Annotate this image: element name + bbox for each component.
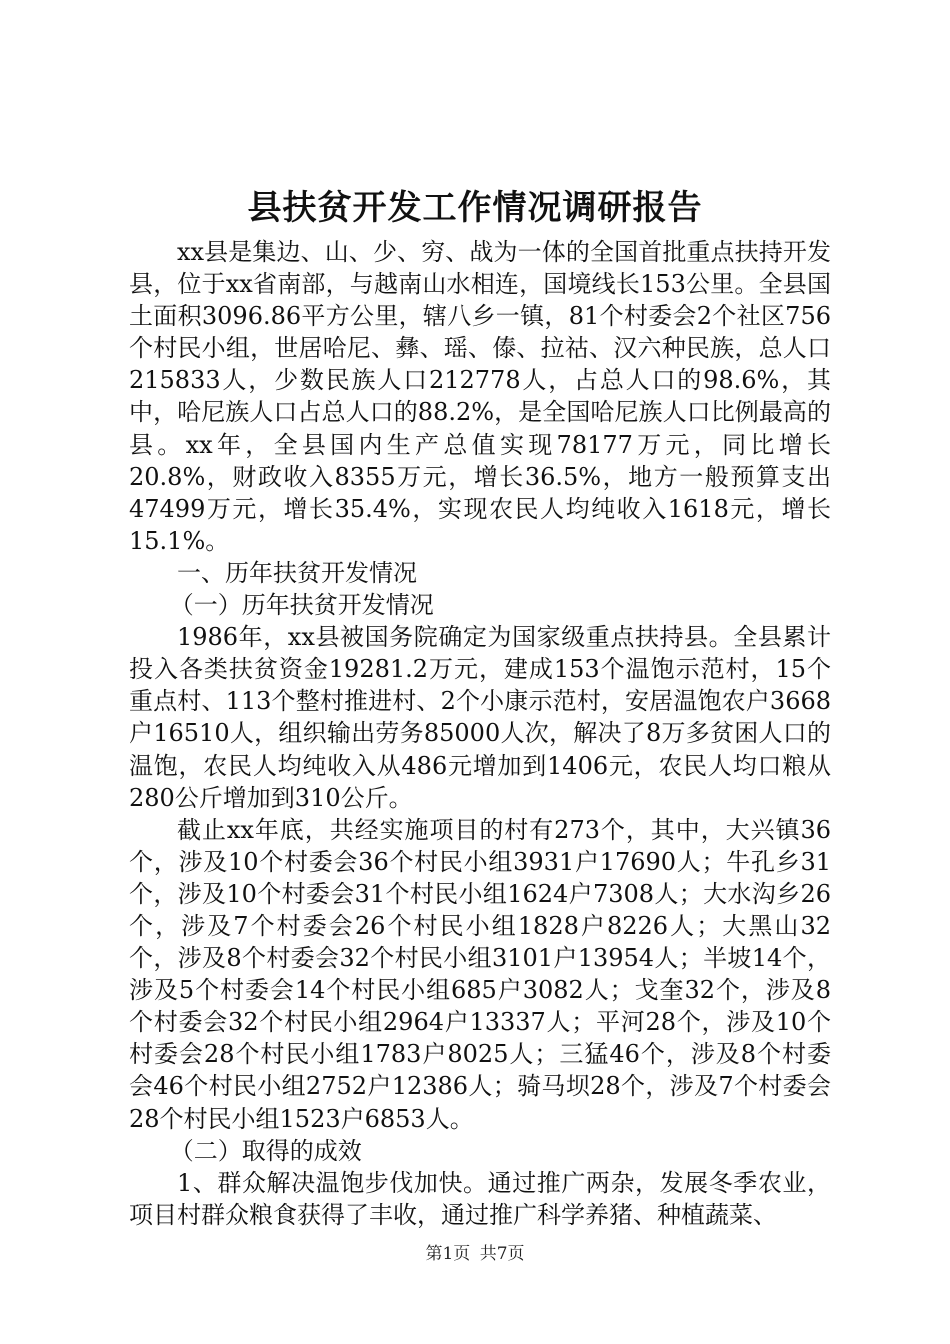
page-footer: [0, 1242, 950, 1266]
document-body: [129, 236, 831, 1231]
section-heading-1: 一、历年扶贫开发情况: [177, 558, 417, 587]
subsection-heading-2: （二）取得的成效: [169, 1136, 362, 1165]
results-paragraph: 1、群众解决温饱步伐加快。通过推广两杂，发展冬季农业，项目村群众粮食获得了丰收，通过推广科学养猪、种植蔬菜、: [129, 1168, 831, 1229]
villages-paragraph: 截止xx年底，共经实施项目的村有273个，其中，大兴镇36个，涉及10个村委会36个村民小组3931户17690人；牛孔乡31个，涉及10个村委会31个村民小组1624户7308人；大水沟乡26个，涉及7个村委会26个村民小组1828户8226人；大黑山32个，涉及8个村委会32个村民小组3101户13954人；半坡14个，涉及5个村委会14个村民小组685户3082人；戈奎32个，涉及8个村委会32个村民小组2964户13337人；平河28个，涉及10个村委会28个村民小组1783户8025人；三猛46个，涉及8个村委会46个村民小组2752户12386人；骑马坝28个，涉及7个村委会28个村民小组1523户6853人。: [129, 815, 831, 1133]
history-paragraph: 1986年，xx县被国务院确定为国家级重点扶持县。全县累计投入各类扶贫资金19281.2万元，建成153个温饱示范村，15个重点村、113个整村推进村、2个小康示范村，安居温饱农户3668户16510人，组织输出劳务85000人次，解决了8万多贫困人口的温饱，农民人均纯收入从486元增加到1406元，农民人均口粮从280公斤增加到310公斤。: [129, 623, 831, 812]
page-number: 第1页: [425, 1244, 471, 1264]
document-title: 县扶贫开发工作情况调研报告: [247, 188, 703, 228]
intro-paragraph: xx县是集边、山、少、穷、战为一体的全国首批重点扶持开发县，位于xx省南部，与越南山水相连，国境线长153公里。全县国土面积3096.86平方公里，辖八乡一镇，81个村委会2个社区756个村民小组，世居哈尼、彝、瑶、傣、拉祜、汉六种民族，总人口215833人，少数民族人口212778人，占总人口的98.6%，其中，哈尼族人口占总人口的88.2%，是全国哈尼族人口比例最高的县。xx年，全县国内生产总值实现78177万元，同比增长20.8%，财政收入8355万元，增长36.5%，地方一般预算支出47499万元，增长35.4%，实现农民人均纯收入1618元，增长15.1%。: [129, 238, 831, 555]
page-total: 共7页: [479, 1244, 525, 1264]
subsection-heading-1: （一）历年扶贫开发情况: [169, 591, 434, 620]
